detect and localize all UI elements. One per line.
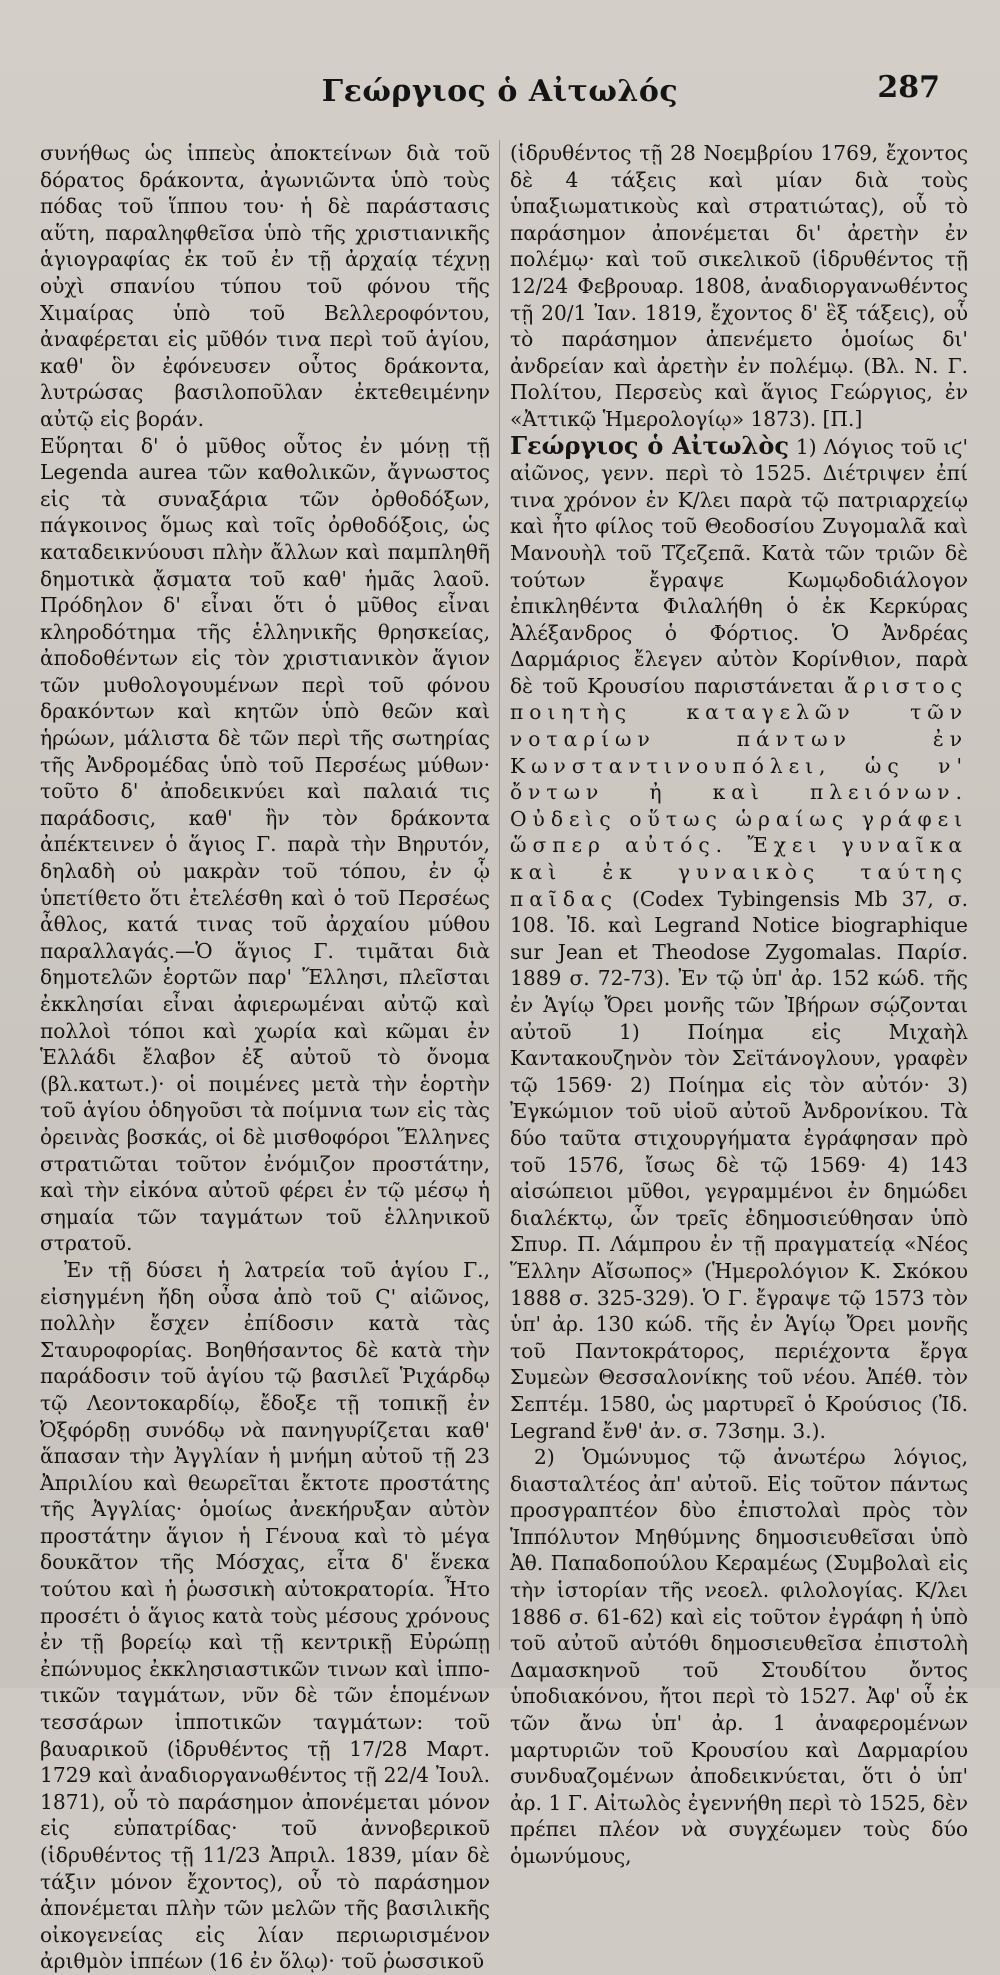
paragraph: Εὕρηται δ' ὁ μῦθος οὗτος ἐν μόνῃ τῇ Legenda aurea τῶν καθολικῶν, ἄγνωστος εἰς τὰ συναξάρια τῶν ὀρθοδόξων, πάγκοινος ὅμως καὶ τοῖς ὀρθοδόξοις, ὡς καταδεικνύουσι πλὴν ἄλλων καὶ παμπληθῆ δημοτικὰ ᾄσματα τοῦ καθ' ἡμᾶς λαοῦ. Πρόδηλον δ' εἶναι ὅτι ὁ μῦθος εἶναι κληροδότημα τῆς ἑλληνικῆς θρησκείας, ἀποδοθέντων εἰς τὸν χριστιανικὸν ἅγιον τῶν μυθολογουμένων περὶ τοῦ φόνου δρακόντων καὶ κητῶν ὑπὸ θεῶν καὶ ἡρώων, μάλιστα δὲ τῶν περὶ τῆς σωτηρίας τῆς Ἀνδρομέδας ὑπὸ τοῦ Περσέως μύθων· τοῦτο δ' ἀποδεικνύει καὶ παλαιά τις παράδοσις, καθ' ἣν τὸν δράκοντα ἀπέκτεινεν ὁ ἅγιος Γ. παρὰ τὴν Βηρυτόν, δηλαδὴ οὐ μακρὰν τοῦ τόπου, ἐν ᾧ ὑπετίθετο ὅτι ἐτελέσθη καὶ ὁ τοῦ Περσέως ἆθλος, κατά τινας τοῦ ἀρχαίου μύθου παραλλαγάς.—Ὁ ἅγιος Γ. τιμᾶται διὰ δημοτελῶν ἑορτῶν παρ' Ἕλλησι, πλεῖσται ἐκκλησίαι εἶναι ἀφιερωμέναι αὐτῷ καὶ πολλοὶ τόποι καὶ χωρία καὶ κῶμαι ἐν Ἑλλάδι ἔλαβον ἐξ αὐτοῦ τὸ ὄνομα (βλ.κατωτ.)· οἱ ποιμένες μετὰ τὴν ἑορτὴν τοῦ ἁγίου ὁδηγοῦσι τὰ ποίμνια των εἰς τὰς ὀρεινὰς βοσκάς, οἱ δὲ μισθοφόροι Ἕλληνες στρατιῶται τοῦτον ἐνόμιζον προστάτην, καὶ τὴν εἰκόνα αὐτοῦ φέρει ἐν τῷ μέσῳ ἡ σημαία τῶν ταγμάτων τοῦ ἑλληνικοῦ στρατοῦ. bbox=[40, 433, 490, 1256]
paragraph: (ἱδρυθέντος τῇ 28 Νοεμβρίου 1769, ἔχοντος δὲ 4 τάξεις καὶ μίαν διὰ τοὺς ὑπαξιωματικοὺς καὶ στρατιώτας), οὗ τὸ παράσημον ἀπονέμεται δι' ἀρετὴν ἐν πολέμῳ· καὶ τοῦ σικελικοῦ (ἱδρυθέντος τῇ 12/24 Φεβρουαρ. 1808, ἀναδιοργανωθέντος τῇ 20/1 Ἰαν. 1819, ἔχοντος δ' ἓξ τάξεις), οὗ τὸ παράσημον ἀπενέμετο ὁμοίως δι' ἀνδρείαν καὶ ἀρετὴν ἐν πολέμῳ. (Βλ. Ν. Γ. Πολίτου, Περσεὺς καὶ ἅγιος Γεώργιος, ἐν «Ἀττικῷ Ἡμερολογίῳ» 1873). [Π.] bbox=[510, 141, 968, 431]
entry bbox=[510, 430, 969, 1445]
page-header bbox=[30, 60, 970, 120]
page-number: 287 bbox=[877, 70, 940, 105]
column-divider bbox=[499, 140, 500, 1650]
entry-body: (Codex Tybingensis Mb 37, σ. 108. Ἰδ. καὶ Legrand Notice biographique sur Jean et Theodose Zygomalas. Παρίσ. 1889 σ. 72-73). Ἐν τῷ ὑπ' ἀρ. 152 κώδ. τῆς ἐν Ἁγίῳ Ὄρει μονῆς τῶν Ἰβήρων σῴζονται αὐτοῦ 1) Ποίημα εἰς Μιχαὴλ Καντακουζηνὸν τὸν Σεϊτάνογλουν, γραφὲν τῷ 1569· 2) Ποίημα εἰς τὸν αὐτόν· 3) Ἐγκώμιον τοῦ υἱοῦ αὐτοῦ Ἀνδρονίκου. Τὰ δύο ταῦτα στιχουργήματα ἐγράφησαν πρὸ τοῦ 1576, ἴσως δὲ τῷ 1569· 4) 143 αἰσώπειοι μῦθοι, γεγραμμένοι ἐν δημώδει διαλέκτῳ, ὧν τρεῖς ἐδημοσιεύθησαν ὑπὸ Σπυρ. Π. Λάμπρου ἐν τῇ πραγματείᾳ «Νέος Ἕλλην Αἴσωπος» (Ἡμερολόγιον Κ. Σκόκου 1888 σ. 325-329). Ὁ Γ. ἔγραψε τῷ 1573 τὸν ὑπ' ἀρ. 130 κώδ. τῆς ἐν Ἁγίῳ Ὄρει μονῆς τοῦ Παντοκράτορος, περιέχοντα ἔργα Συμεὼν Θεσσαλονίκης τοῦ νέου. Ἀπέθ. τὸν Σεπτέμ. 1580, ὡς μαρτυρεῖ ὁ Κρούσιος (Ἰδ. Legrand ἔνθ' ἀν. σ. 73σημ. 3.). bbox=[510, 886, 968, 1443]
quotation: ἄριστος ποιητὴς καταγελῶν τῶν νοταρίων πάντων ἐν Κωνσταντινουπόλει, ὡς ν' ὄντων ἠ καὶ πλειόνων. Οὐδεὶς οὕτως ὡραίως γράφει ὥσπερ αὐτός. Ἔχει γυναῖκα καὶ ἐκ γυναικὸς ταύτης παῖδας bbox=[510, 673, 968, 911]
right-column bbox=[510, 140, 969, 1868]
paragraph: 2) Ὁμώνυμος τῷ ἀνωτέρω λόγιος, διασταλτέος ἀπ' αὐτοῦ. Εἰς τοῦτον πάντως προσγραπτέον δὺο ἐπιστολαὶ πρὸς τὸν Ἱππόλυτον Μηθύμνης δημοσιευθεῖσαι ὑπὸ Ἀθ. Παπαδοπούλου Κεραμέως (Συμβολαὶ εἰς τὴν ἱστορίαν τῆς νεοελ. φιλολογίας. Κ/λει 1886 σ. 61-62) καὶ εἰς τοῦτον ἐγράφη ἡ ὑπὸ τοῦ αὐτοῦ αὐτόθι δημοσιευθεῖσα ἐπιστολὴ Δαμασκηνοῦ τοῦ Στουδίτου ὄντος ὑποδιακόνου, ἤτοι περὶ τὸ 1527. Ἀφ' οὗ ἐκ τῶν ἄνω ὑπ' ἀρ. 1 ἀναφερομένων μαρτυριῶν τοῦ Κρουσίου καὶ Δαρμαρίου συνδυαζομένων ἀποδεικνύεται, ὅτι ὁ ὑπ' ἀρ. 1 Γ. Αἰτωλὸς ἐγεννήθη περὶ τὸ 1525, δὲν πρέπει πλέον νὰ συγχέωμεν τοὺς δύο ὁμωνύμους, bbox=[510, 1445, 968, 1868]
paragraph: συνήθως ὡς ἱππεὺς ἀποκτείνων διὰ τοῦ δόρατος δράκοντα, ἀγωνιῶντα ὑπὸ τοὺς πόδας τοῦ ἵππου του· ἡ δὲ παράστασις αὕτη, παραληφθεῖσα ὑπὸ τῆς χριστιανικῆς ἁγιογραφίας ἐκ τοῦ ἐν τῇ ἀρχαίᾳ τέχνῃ οὐχὶ σπανίου τύπου τοῦ φόνου τῆς Χιμαίρας ὑπὸ τοῦ Βελλεροφόντου, ἀναφέρεται εἰς μῦθόν τινα περὶ τοῦ ἁγίου, καθ' ὃν ἐφόνευσεν οὗτος δράκοντα, λυτρώσας βασιλοποῦλαν ἐκτεθειμένην αὐτῷ εἰς βοράν. bbox=[40, 141, 490, 431]
left-column bbox=[40, 140, 490, 1974]
entry-title: Γεώργιος ὁ Αἰτωλὸς bbox=[510, 430, 789, 460]
paragraph: Ἐν τῇ δύσει ἡ λατρεία τοῦ ἁγίου Γ., εἰσηγμένη ἤδη οὖσα ἀπὸ τοῦ Ϛ' αἰῶνος, πολλὴν ἔσχεν ἐπίδοσιν κατὰ τὰς Σταυροφορίας. Βοηθήσαντος δὲ κατὰ τὴν παράδοσιν τοῦ ἁγίου τῷ βασιλεῖ Ῥιχάρδῳ τῷ Λεοντοκαρδίῳ, ἔδοξε τῇ τοπικῇ ἐν Ὀξφόρδῃ συνόδῳ νὰ πανηγυρίζεται καθ' ἅπασαν τὴν Ἀγγλίαν ἡ μνήμη αὐτοῦ τῇ 23 Ἀπριλίου καὶ θεωρεῖται ἔκτοτε προστάτης τῆς Ἀγγλίας· ὁμοίως ἀνεκήρυξαν αὐτὸν προστάτην ἅγιον ἡ Γένουα καὶ τὸ μέγα δουκᾶτον τῆς Μόσχας, εἶτα δ' ἕνεκα τούτου καὶ ἡ ῥωσσικὴ αὐτοκρατορία. Ἦτο προσέτι ὁ ἅγιος κατὰ τοὺς μέσους χρόνους ἐν τῇ βορείῳ καὶ τῇ κεντρικῇ Εὐρώπῃ ἐπώνυμος ἐκκλησιαστικῶν τινων καὶ ἱπποτικῶν ταγμάτων, νῦν δὲ τῶν ἑπομένων τεσσάρων ἱπποτικῶν ταγμάτων: τοῦ βαυαρικοῦ (ἱδρυθέντος τῇ 17/28 Μαρτ. 1729 καὶ ἀναδιοργανωθέντος τῇ 22/4 Ἰουλ. 1871), οὗ τὸ παράσημον ἀπονέμεται μόνον εἰς εὐπατρίδας· τοῦ ἀννοβερικοῦ (ἱδρυθέντος τῇ 11/23 Ἀπριλ. 1839, μίαν δὲ τάξιν μόνον ἔχοντος), οὗ τὸ παράσημον ἀπονέμεται πλὴν τῶν μελῶν τῆς βασιλικῆς οἰκογενείας εἰς λίαν περιωρισμένον ἀριθμὸν ἱππέων (16 ἐν ὅλῳ)· τοῦ ῥωσσικοῦ bbox=[40, 1257, 490, 1974]
entry-intro: 1) Λόγιος τοῦ ιϛ' αἰῶνος, γενν. περὶ τὸ 1525. Διέτριψεν ἐπί τινα χρόνον ἐν Κ/λει παρὰ τῷ πατριαρχείῳ καὶ ἦτο φίλος τοῦ Θεοδοσίου Ζυγομαλᾶ καὶ Μανουὴλ τοῦ Τζεζεπᾶ. Κατὰ τῶν τριῶν δὲ τούτων ἔγραψε Κωμῳδοδιάλογον ἐπικληθέντα Φιλαλήθη ὁ ἐκ Κερκύρας Ἀλέξανδρος ὁ Φόρτιος. Ὁ Ἀνδρέας Δαρμάριος ἔλεγεν αὐτὸν Κορίνθιον, παρὰ δὲ τοῦ Κρουσίου παριστάνεται bbox=[510, 434, 969, 698]
running-head: Γεώργιος ὁ Αἰτωλός bbox=[321, 74, 679, 109]
